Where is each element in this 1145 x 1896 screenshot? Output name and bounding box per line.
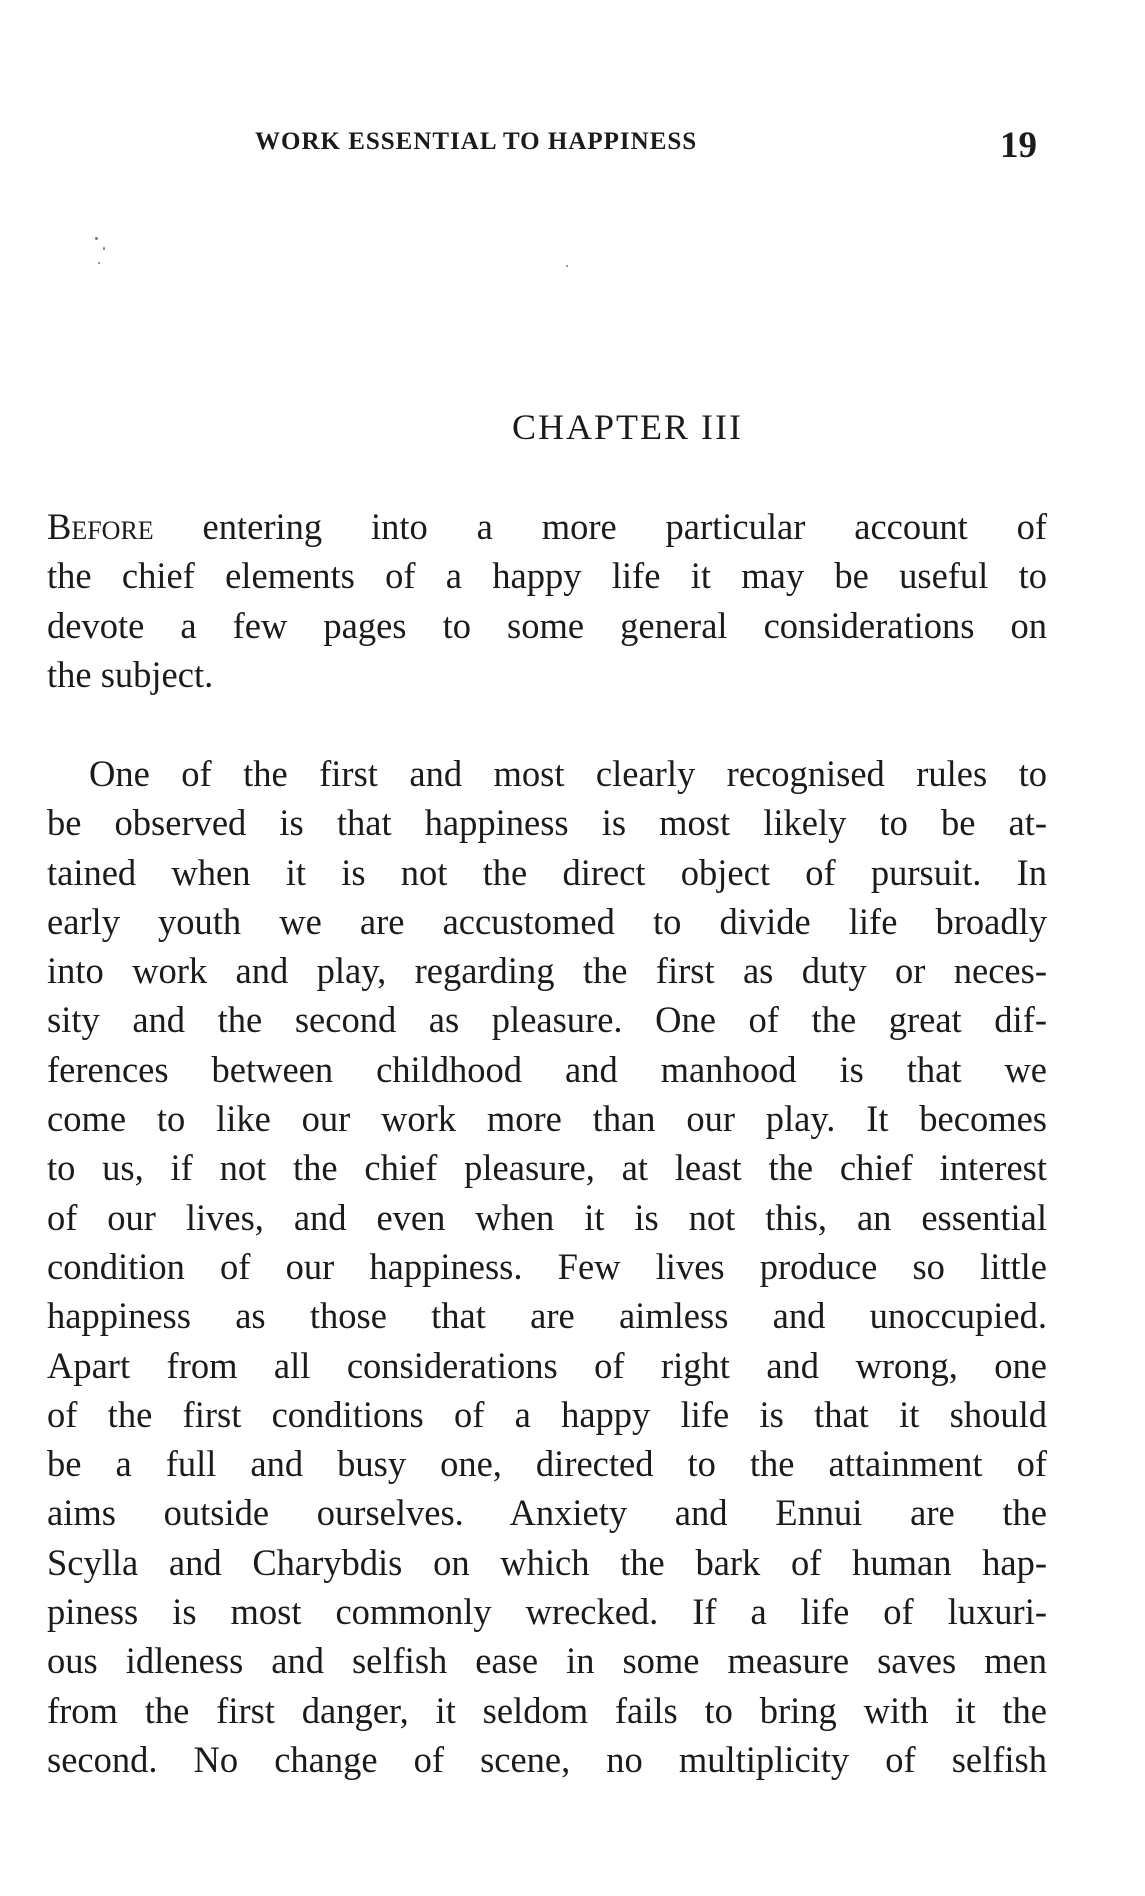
paragraph-line: Scylla and Charybdis on which the bark of human hap- [47, 1541, 1047, 1583]
paragraph-2 [47, 749, 1047, 1784]
paragraph-line: be a full and busy one, directed to the attainment of [47, 1443, 1047, 1485]
paragraph-line: piness is most commonly wrecked. If a life of luxuri- [47, 1591, 1047, 1633]
page-number: 19 [1000, 125, 1037, 166]
paragraph-line: Apart from all considerations of right and wrong, one [47, 1344, 1047, 1386]
lead-word: Before [47, 506, 154, 547]
paragraph-line: One of the first and most clearly recognised rules to [89, 753, 1047, 794]
paragraph-line: the subject. [47, 653, 214, 695]
paragraph-line: into work and play, regarding the first as duty or neces- [47, 950, 1047, 992]
chapter-heading: CHAPTER III [512, 407, 743, 447]
paragraph-1 [47, 502, 1047, 699]
paragraph-line: condition of our happiness. Few lives produce so little [47, 1245, 1047, 1287]
paragraph-line: from the first danger, it seldom fails to bring with it the [47, 1689, 1047, 1731]
paragraph-line: early youth we are accustomed to divide life broadly [47, 900, 1047, 942]
paragraph-line: sity and the second as pleasure. One of the great dif- [47, 999, 1047, 1041]
paragraph-line: devote a few pages to some general considerations on [47, 604, 1047, 646]
paragraph-line: ous idleness and selfish ease in some measure saves men [47, 1640, 1047, 1682]
running-head: WORK ESSENTIAL TO HAPPINESS [255, 128, 698, 155]
print-speck [566, 265, 568, 267]
print-speck [103, 247, 105, 250]
paragraph-line: tained when it is not the direct object of pursuit. In [47, 851, 1047, 893]
paragraph-line: ferences between childhood and manhood is that we [47, 1048, 1047, 1090]
paragraph-line: to us, if not the chief pleasure, at least the chief interest [47, 1147, 1047, 1189]
print-speck [98, 262, 100, 264]
paragraph-line: of the first conditions of a happy life is that it should [47, 1393, 1047, 1435]
paragraph-line: Before entering into a more particular account of [47, 506, 1047, 547]
print-speck [95, 237, 98, 240]
paragraph-line: aims outside ourselves. Anxiety and Ennui are the [47, 1492, 1047, 1534]
paragraph-line: second. No change of scene, no multiplicity of selfish [47, 1738, 1047, 1780]
paragraph-line: happiness as those that are aimless and unoccupied. [47, 1295, 1047, 1337]
paragraph-line: the chief elements of a happy life it may be useful to [47, 555, 1047, 597]
paragraph-line: of our lives, and even when it is not this, an essential [47, 1196, 1047, 1238]
paragraph-line: come to like our work more than our play. It becomes [47, 1098, 1047, 1140]
paragraph-line: be observed is that happiness is most likely to be at- [47, 802, 1047, 844]
